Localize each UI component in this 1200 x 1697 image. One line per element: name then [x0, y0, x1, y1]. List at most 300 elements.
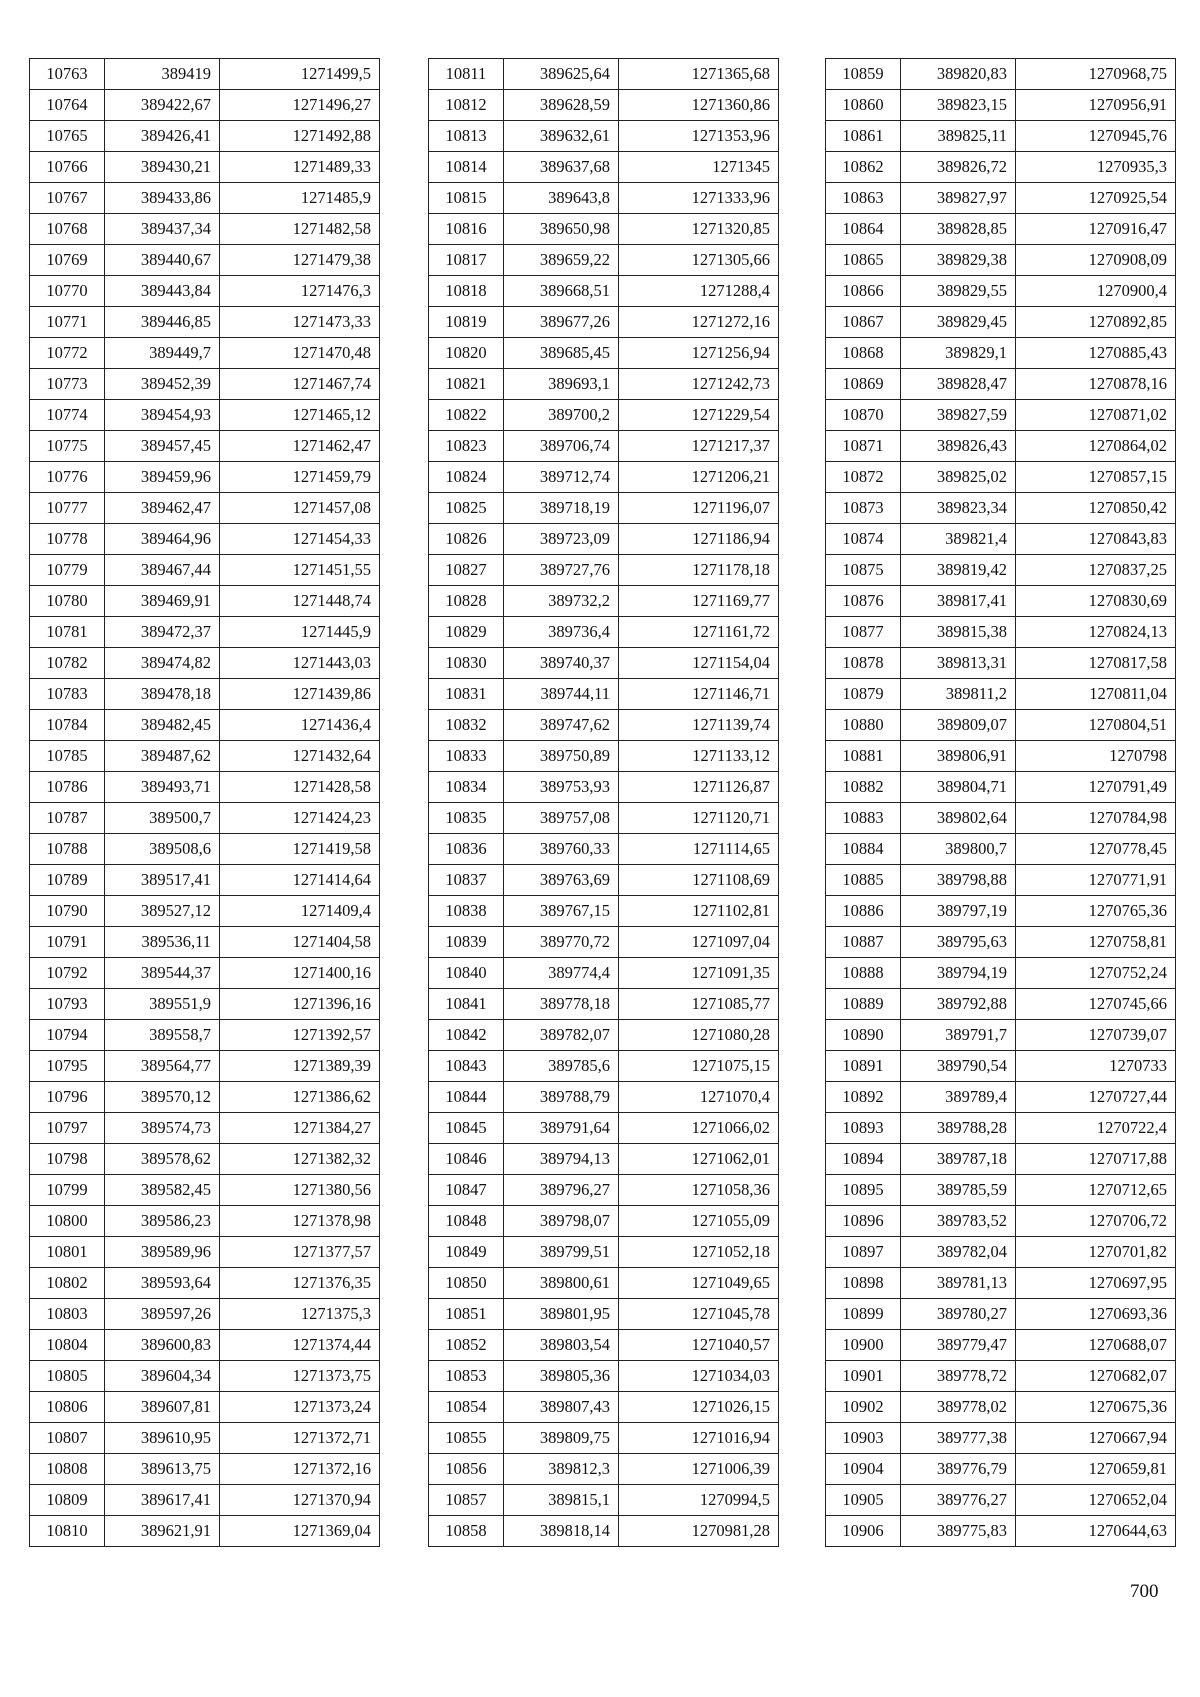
- x-coordinate-cell: 389551,9: [105, 989, 220, 1020]
- table-row: [826, 462, 1176, 493]
- table-row: [826, 989, 1176, 1020]
- y-coordinate-cell: 1270900,4: [1016, 276, 1176, 307]
- point-number-cell: 10869: [826, 369, 901, 400]
- point-number-cell: 10902: [826, 1392, 901, 1423]
- table-row: [429, 617, 779, 648]
- point-number-cell: 10898: [826, 1268, 901, 1299]
- table-row: [826, 1485, 1176, 1516]
- table-row: [30, 648, 380, 679]
- table-row: [826, 1423, 1176, 1454]
- table-row: [30, 1020, 380, 1051]
- x-coordinate-cell: 389827,97: [901, 183, 1016, 214]
- table-row: [826, 586, 1176, 617]
- y-coordinate-cell: 1270701,82: [1016, 1237, 1176, 1268]
- y-coordinate-cell: 1271428,58: [220, 772, 380, 803]
- point-number-cell: 10796: [30, 1082, 105, 1113]
- y-coordinate-cell: 1270968,75: [1016, 59, 1176, 90]
- point-number-cell: 10844: [429, 1082, 504, 1113]
- table-row: [826, 524, 1176, 555]
- x-coordinate-cell: 389798,07: [504, 1206, 619, 1237]
- x-coordinate-cell: 389783,52: [901, 1206, 1016, 1237]
- point-number-cell: 10870: [826, 400, 901, 431]
- table-row: [429, 1454, 779, 1485]
- table-row: [30, 555, 380, 586]
- x-coordinate-cell: 389777,38: [901, 1423, 1016, 1454]
- x-coordinate-cell: 389650,98: [504, 214, 619, 245]
- point-number-cell: 10822: [429, 400, 504, 431]
- x-coordinate-cell: 389795,63: [901, 927, 1016, 958]
- x-coordinate-cell: 389457,45: [105, 431, 220, 462]
- x-coordinate-cell: 389632,61: [504, 121, 619, 152]
- x-coordinate-cell: 389775,83: [901, 1516, 1016, 1547]
- table-row: [826, 1206, 1176, 1237]
- x-coordinate-cell: 389778,02: [901, 1392, 1016, 1423]
- x-coordinate-cell: 389570,12: [105, 1082, 220, 1113]
- y-coordinate-cell: 1271499,5: [220, 59, 380, 90]
- table-row: [429, 679, 779, 710]
- point-number-cell: 10863: [826, 183, 901, 214]
- y-coordinate-cell: 1271058,36: [619, 1175, 779, 1206]
- x-coordinate-cell: 389820,83: [901, 59, 1016, 90]
- point-number-cell: 10838: [429, 896, 504, 927]
- point-number-cell: 10906: [826, 1516, 901, 1547]
- point-number-cell: 10883: [826, 803, 901, 834]
- point-number-cell: 10892: [826, 1082, 901, 1113]
- y-coordinate-cell: 1271256,94: [619, 338, 779, 369]
- table-row: [826, 1237, 1176, 1268]
- table-row: [30, 462, 380, 493]
- y-coordinate-cell: 1271075,15: [619, 1051, 779, 1082]
- x-coordinate-cell: 389813,31: [901, 648, 1016, 679]
- x-coordinate-cell: 389637,68: [504, 152, 619, 183]
- table-row: [429, 896, 779, 927]
- y-coordinate-cell: 1270871,02: [1016, 400, 1176, 431]
- table-row: [826, 1144, 1176, 1175]
- table-row: [826, 338, 1176, 369]
- y-coordinate-cell: 1271006,39: [619, 1454, 779, 1485]
- y-coordinate-cell: 1271451,55: [220, 555, 380, 586]
- point-number-cell: 10895: [826, 1175, 901, 1206]
- table-row: [30, 586, 380, 617]
- point-number-cell: 10873: [826, 493, 901, 524]
- y-coordinate-cell: 1271377,57: [220, 1237, 380, 1268]
- table-row: [30, 183, 380, 214]
- table-row: [30, 1144, 380, 1175]
- x-coordinate-cell: 389760,33: [504, 834, 619, 865]
- y-coordinate-cell: 1271454,33: [220, 524, 380, 555]
- point-number-cell: 10885: [826, 865, 901, 896]
- table-row: [429, 59, 779, 90]
- point-number-cell: 10820: [429, 338, 504, 369]
- x-coordinate-cell: 389796,27: [504, 1175, 619, 1206]
- x-coordinate-cell: 389812,3: [504, 1454, 619, 1485]
- table-row: [826, 741, 1176, 772]
- point-number-cell: 10768: [30, 214, 105, 245]
- table-row: [429, 1330, 779, 1361]
- table-row: [30, 989, 380, 1020]
- point-number-cell: 10787: [30, 803, 105, 834]
- x-coordinate-cell: 389817,41: [901, 586, 1016, 617]
- y-coordinate-cell: 1270935,3: [1016, 152, 1176, 183]
- point-number-cell: 10835: [429, 803, 504, 834]
- table-row: [826, 958, 1176, 989]
- y-coordinate-cell: 1271097,04: [619, 927, 779, 958]
- x-coordinate-cell: 389600,83: [105, 1330, 220, 1361]
- y-coordinate-cell: 1271485,9: [220, 183, 380, 214]
- x-coordinate-cell: 389643,8: [504, 183, 619, 214]
- table-row: [826, 1268, 1176, 1299]
- point-number-cell: 10778: [30, 524, 105, 555]
- point-number-cell: 10882: [826, 772, 901, 803]
- table-row: [826, 1330, 1176, 1361]
- x-coordinate-cell: 389806,91: [901, 741, 1016, 772]
- table-row: [30, 772, 380, 803]
- point-number-cell: 10874: [826, 524, 901, 555]
- table-row: [429, 214, 779, 245]
- x-coordinate-cell: 389789,4: [901, 1082, 1016, 1113]
- point-number-cell: 10903: [826, 1423, 901, 1454]
- table-row: [30, 1392, 380, 1423]
- y-coordinate-cell: 1270722,4: [1016, 1113, 1176, 1144]
- table-row: [30, 834, 380, 865]
- y-coordinate-cell: 1270791,49: [1016, 772, 1176, 803]
- point-number-cell: 10830: [429, 648, 504, 679]
- y-coordinate-cell: 1270752,24: [1016, 958, 1176, 989]
- x-coordinate-cell: 389785,6: [504, 1051, 619, 1082]
- table-row: [429, 1392, 779, 1423]
- point-number-cell: 10849: [429, 1237, 504, 1268]
- x-coordinate-cell: 389823,15: [901, 90, 1016, 121]
- table-row: [429, 338, 779, 369]
- table-row: [30, 307, 380, 338]
- x-coordinate-cell: 389617,41: [105, 1485, 220, 1516]
- y-coordinate-cell: 1271376,35: [220, 1268, 380, 1299]
- table-row: [30, 1051, 380, 1082]
- point-number-cell: 10891: [826, 1051, 901, 1082]
- point-number-cell: 10802: [30, 1268, 105, 1299]
- table-row: [429, 1237, 779, 1268]
- point-number-cell: 10809: [30, 1485, 105, 1516]
- table-row: [30, 276, 380, 307]
- y-coordinate-cell: 1271459,79: [220, 462, 380, 493]
- point-number-cell: 10836: [429, 834, 504, 865]
- y-coordinate-cell: 1270916,47: [1016, 214, 1176, 245]
- point-number-cell: 10819: [429, 307, 504, 338]
- y-coordinate-cell: 1270784,98: [1016, 803, 1176, 834]
- y-coordinate-cell: 1271080,28: [619, 1020, 779, 1051]
- table-row: [429, 1175, 779, 1206]
- point-number-cell: 10793: [30, 989, 105, 1020]
- point-number-cell: 10894: [826, 1144, 901, 1175]
- y-coordinate-cell: 1271392,57: [220, 1020, 380, 1051]
- x-coordinate-cell: 389419: [105, 59, 220, 90]
- point-number-cell: 10824: [429, 462, 504, 493]
- point-number-cell: 10773: [30, 369, 105, 400]
- x-coordinate-cell: 389452,39: [105, 369, 220, 400]
- point-number-cell: 10814: [429, 152, 504, 183]
- table-row: [429, 1423, 779, 1454]
- table-row: [429, 1020, 779, 1051]
- table-row: [429, 1051, 779, 1082]
- table-row: [429, 1206, 779, 1237]
- table-row: [30, 400, 380, 431]
- table-row: [30, 1082, 380, 1113]
- table-row: [30, 90, 380, 121]
- x-coordinate-cell: 389797,19: [901, 896, 1016, 927]
- table-row: [429, 307, 779, 338]
- point-number-cell: 10834: [429, 772, 504, 803]
- point-number-cell: 10811: [429, 59, 504, 90]
- x-coordinate-cell: 389825,02: [901, 462, 1016, 493]
- x-coordinate-cell: 389780,27: [901, 1299, 1016, 1330]
- y-coordinate-cell: 1271178,18: [619, 555, 779, 586]
- y-coordinate-cell: 1270994,5: [619, 1485, 779, 1516]
- table-row: [826, 59, 1176, 90]
- point-number-cell: 10767: [30, 183, 105, 214]
- x-coordinate-cell: 389685,45: [504, 338, 619, 369]
- y-coordinate-cell: 1270824,13: [1016, 617, 1176, 648]
- point-number-cell: 10839: [429, 927, 504, 958]
- x-coordinate-cell: 389804,71: [901, 772, 1016, 803]
- x-coordinate-cell: 389440,67: [105, 245, 220, 276]
- table-row: [826, 865, 1176, 896]
- y-coordinate-cell: 1271439,86: [220, 679, 380, 710]
- x-coordinate-cell: 389578,62: [105, 1144, 220, 1175]
- x-coordinate-cell: 389732,2: [504, 586, 619, 617]
- table-row: [826, 214, 1176, 245]
- x-coordinate-cell: 389819,42: [901, 555, 1016, 586]
- x-coordinate-cell: 389778,72: [901, 1361, 1016, 1392]
- point-number-cell: 10858: [429, 1516, 504, 1547]
- y-coordinate-cell: 1271370,94: [220, 1485, 380, 1516]
- point-number-cell: 10790: [30, 896, 105, 927]
- y-coordinate-cell: 1271161,72: [619, 617, 779, 648]
- y-coordinate-cell: 1271492,88: [220, 121, 380, 152]
- table-row: [826, 1082, 1176, 1113]
- point-number-cell: 10865: [826, 245, 901, 276]
- x-coordinate-cell: 389467,44: [105, 555, 220, 586]
- y-coordinate-cell: 1271353,96: [619, 121, 779, 152]
- point-number-cell: 10871: [826, 431, 901, 462]
- y-coordinate-cell: 1271049,65: [619, 1268, 779, 1299]
- x-coordinate-cell: 389753,93: [504, 772, 619, 803]
- x-coordinate-cell: 389668,51: [504, 276, 619, 307]
- table-row: [826, 121, 1176, 152]
- y-coordinate-cell: 1271066,02: [619, 1113, 779, 1144]
- x-coordinate-cell: 389809,07: [901, 710, 1016, 741]
- y-coordinate-cell: 1270733: [1016, 1051, 1176, 1082]
- y-coordinate-cell: 1271169,77: [619, 586, 779, 617]
- y-coordinate-cell: 1270652,04: [1016, 1485, 1176, 1516]
- y-coordinate-cell: 1271436,4: [220, 710, 380, 741]
- y-coordinate-cell: 1271380,56: [220, 1175, 380, 1206]
- y-coordinate-cell: 1271470,48: [220, 338, 380, 369]
- y-coordinate-cell: 1270717,88: [1016, 1144, 1176, 1175]
- point-number-cell: 10850: [429, 1268, 504, 1299]
- table-row: [30, 1113, 380, 1144]
- x-coordinate-cell: 389827,59: [901, 400, 1016, 431]
- y-coordinate-cell: 1271384,27: [220, 1113, 380, 1144]
- table-row: [826, 555, 1176, 586]
- point-number-cell: 10833: [429, 741, 504, 772]
- table-row: [30, 493, 380, 524]
- coordinate-table-1: [29, 58, 380, 1547]
- y-coordinate-cell: 1271062,01: [619, 1144, 779, 1175]
- table-row: [429, 741, 779, 772]
- x-coordinate-cell: 389517,41: [105, 865, 220, 896]
- table-row: [429, 183, 779, 214]
- y-coordinate-cell: 1271375,3: [220, 1299, 380, 1330]
- x-coordinate-cell: 389736,4: [504, 617, 619, 648]
- y-coordinate-cell: 1271373,75: [220, 1361, 380, 1392]
- table-row: [429, 493, 779, 524]
- point-number-cell: 10769: [30, 245, 105, 276]
- x-coordinate-cell: 389586,23: [105, 1206, 220, 1237]
- y-coordinate-cell: 1271034,03: [619, 1361, 779, 1392]
- y-coordinate-cell: 1270644,63: [1016, 1516, 1176, 1547]
- table-row: [826, 1299, 1176, 1330]
- x-coordinate-cell: 389472,37: [105, 617, 220, 648]
- point-number-cell: 10784: [30, 710, 105, 741]
- y-coordinate-cell: 1271360,86: [619, 90, 779, 121]
- x-coordinate-cell: 389469,91: [105, 586, 220, 617]
- table-row: [826, 648, 1176, 679]
- y-coordinate-cell: 1271489,33: [220, 152, 380, 183]
- point-number-cell: 10842: [429, 1020, 504, 1051]
- x-coordinate-cell: 389800,61: [504, 1268, 619, 1299]
- x-coordinate-cell: 389763,69: [504, 865, 619, 896]
- x-coordinate-cell: 389779,47: [901, 1330, 1016, 1361]
- table-row: [826, 152, 1176, 183]
- y-coordinate-cell: 1271026,15: [619, 1392, 779, 1423]
- y-coordinate-cell: 1270675,36: [1016, 1392, 1176, 1423]
- y-coordinate-cell: 1271070,4: [619, 1082, 779, 1113]
- y-coordinate-cell: 1271372,71: [220, 1423, 380, 1454]
- point-number-cell: 10783: [30, 679, 105, 710]
- table-row: [429, 555, 779, 586]
- y-coordinate-cell: 1270682,07: [1016, 1361, 1176, 1392]
- x-coordinate-cell: 389607,81: [105, 1392, 220, 1423]
- table-row: [30, 741, 380, 772]
- point-number-cell: 10779: [30, 555, 105, 586]
- x-coordinate-cell: 389604,34: [105, 1361, 220, 1392]
- y-coordinate-cell: 1270765,36: [1016, 896, 1176, 927]
- table-row: [30, 152, 380, 183]
- point-number-cell: 10854: [429, 1392, 504, 1423]
- x-coordinate-cell: 389693,1: [504, 369, 619, 400]
- y-coordinate-cell: 1270771,91: [1016, 865, 1176, 896]
- x-coordinate-cell: 389815,38: [901, 617, 1016, 648]
- point-number-cell: 10813: [429, 121, 504, 152]
- y-coordinate-cell: 1270892,85: [1016, 307, 1176, 338]
- y-coordinate-cell: 1271320,85: [619, 214, 779, 245]
- table-row: [826, 183, 1176, 214]
- point-number-cell: 10853: [429, 1361, 504, 1392]
- point-number-cell: 10829: [429, 617, 504, 648]
- x-coordinate-cell: 389659,22: [504, 245, 619, 276]
- y-coordinate-cell: 1270667,94: [1016, 1423, 1176, 1454]
- x-coordinate-cell: 389770,72: [504, 927, 619, 958]
- x-coordinate-cell: 389781,13: [901, 1268, 1016, 1299]
- y-coordinate-cell: 1271146,71: [619, 679, 779, 710]
- point-number-cell: 10896: [826, 1206, 901, 1237]
- x-coordinate-cell: 389794,19: [901, 958, 1016, 989]
- point-number-cell: 10855: [429, 1423, 504, 1454]
- table-row: [826, 1020, 1176, 1051]
- point-number-cell: 10766: [30, 152, 105, 183]
- point-number-cell: 10846: [429, 1144, 504, 1175]
- point-number-cell: 10827: [429, 555, 504, 586]
- y-coordinate-cell: 1270837,25: [1016, 555, 1176, 586]
- y-coordinate-cell: 1271055,09: [619, 1206, 779, 1237]
- y-coordinate-cell: 1270697,95: [1016, 1268, 1176, 1299]
- y-coordinate-cell: 1270693,36: [1016, 1299, 1176, 1330]
- point-number-cell: 10795: [30, 1051, 105, 1082]
- point-number-cell: 10831: [429, 679, 504, 710]
- x-coordinate-cell: 389818,14: [504, 1516, 619, 1547]
- y-coordinate-cell: 1271045,78: [619, 1299, 779, 1330]
- x-coordinate-cell: 389426,41: [105, 121, 220, 152]
- point-number-cell: 10884: [826, 834, 901, 865]
- point-number-cell: 10800: [30, 1206, 105, 1237]
- x-coordinate-cell: 389828,85: [901, 214, 1016, 245]
- y-coordinate-cell: 1270878,16: [1016, 369, 1176, 400]
- point-number-cell: 10879: [826, 679, 901, 710]
- x-coordinate-cell: 389829,45: [901, 307, 1016, 338]
- table-row: [429, 989, 779, 1020]
- point-number-cell: 10876: [826, 586, 901, 617]
- y-coordinate-cell: 1271432,64: [220, 741, 380, 772]
- y-coordinate-cell: 1270817,58: [1016, 648, 1176, 679]
- table-row: [30, 1206, 380, 1237]
- y-coordinate-cell: 1271091,35: [619, 958, 779, 989]
- x-coordinate-cell: 389828,47: [901, 369, 1016, 400]
- table-row: [30, 1485, 380, 1516]
- x-coordinate-cell: 389785,59: [901, 1175, 1016, 1206]
- y-coordinate-cell: 1271396,16: [220, 989, 380, 1020]
- point-number-cell: 10867: [826, 307, 901, 338]
- table-row: [429, 1485, 779, 1516]
- y-coordinate-cell: 1271139,74: [619, 710, 779, 741]
- table-row: [30, 338, 380, 369]
- y-coordinate-cell: 1271443,03: [220, 648, 380, 679]
- x-coordinate-cell: 389430,21: [105, 152, 220, 183]
- table-row: [826, 710, 1176, 741]
- table-row: [30, 927, 380, 958]
- x-coordinate-cell: 389801,95: [504, 1299, 619, 1330]
- y-coordinate-cell: 1271457,08: [220, 493, 380, 524]
- y-coordinate-cell: 1271369,04: [220, 1516, 380, 1547]
- table-row: [429, 431, 779, 462]
- x-coordinate-cell: 389723,09: [504, 524, 619, 555]
- y-coordinate-cell: 1271365,68: [619, 59, 779, 90]
- table-row: [826, 1454, 1176, 1485]
- point-number-cell: 10868: [826, 338, 901, 369]
- point-number-cell: 10857: [429, 1485, 504, 1516]
- y-coordinate-cell: 1271386,62: [220, 1082, 380, 1113]
- table-row: [429, 1268, 779, 1299]
- x-coordinate-cell: 389474,82: [105, 648, 220, 679]
- x-coordinate-cell: 389500,7: [105, 803, 220, 834]
- y-coordinate-cell: 1271052,18: [619, 1237, 779, 1268]
- y-coordinate-cell: 1271333,96: [619, 183, 779, 214]
- x-coordinate-cell: 389482,45: [105, 710, 220, 741]
- table-row: [826, 896, 1176, 927]
- point-number-cell: 10815: [429, 183, 504, 214]
- x-coordinate-cell: 389782,04: [901, 1237, 1016, 1268]
- table-row: [826, 276, 1176, 307]
- table-row: [30, 431, 380, 462]
